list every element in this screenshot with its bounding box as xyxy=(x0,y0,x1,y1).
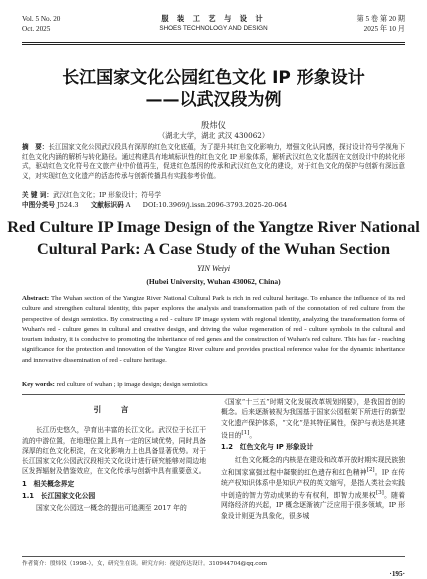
chinese-title xyxy=(0,67,427,111)
abstract-divider xyxy=(22,394,405,395)
intro-paragraph: 长江历史悠久，孕育出丰富的长江文化。武汉位于长江干流的中游位置，在地理位置上具有一定的区域优势，同时具备深厚的红色文化积淀，在文化影响力上也具备显著优势。对于长江国家文化公园武汉段相关文化设计进行研究能够对周边地区发挥辐射及借鉴效应，在文化传承与创新中具有重要意义。 xyxy=(22,426,206,476)
english-abstract-label: Abstract: xyxy=(22,295,50,302)
section-1-heading: 1 相关概念界定 xyxy=(22,479,75,488)
section-1-2-paragraph xyxy=(221,455,405,521)
english-keywords-label: Key words: xyxy=(22,381,55,388)
chinese-keywords-text: 武汉红色文化；IP 形象设计；符号学 xyxy=(52,191,162,199)
header-rule-thin xyxy=(22,44,405,45)
citation-1: [1] xyxy=(241,429,250,436)
section-1-1-paragraph: 国家文化公园这一概念的提出可追溯至 2017 年的 xyxy=(36,504,187,513)
doi-value: 10.3969/j.issn.2096-3793.2025-20-064 xyxy=(158,201,288,209)
doi-label: DOI: xyxy=(142,201,159,209)
english-title-line1: Red Culture IP Image Design of the Yangtze River National xyxy=(7,217,420,236)
header-center xyxy=(22,14,405,34)
classification-line xyxy=(22,201,405,211)
section-1-2-text-a: 红色文化概念的内核是在建设和改革开放时期实现民族独立和国家富强过程中凝聚的红色遗存和红色精神 xyxy=(221,455,405,477)
english-title xyxy=(0,216,427,260)
chinese-abstract-text: 长江国家文化公园武汉段具有深厚的红色文化底蕴，为了提升其红色文化影响力，增强文化认同感，探讨设计符号学视角下红色文化内涵的解析与转化路径。通过构建具有地域标识性的红色文化 IP 形象体系，解析武汉红色文化基因在文创设计中的转化形式，驱动红色文化符号在文旅产业中价值再生，促进红色基因的传承和武汉红色文化的建设，对于红色文化的保护与创新有深远意义，对实现红色文化遗产的活态传承与创新传播具有实践参考价值。 xyxy=(22,143,406,180)
cls-value: J524.3 xyxy=(57,201,79,209)
english-abstract-text: The Wuhan section of the Yangtze River National Cultural Park is rich in red cultural heritage. To enhance the influence of its red culture and strengthen cultural identity, this paper explores the analysis and transformation path of the connotation of red culture from the perspective of design semiotics. By constructing a red - culture IP image system with regional identity, analyzing the transformation forms of Wuhan's red - culture genes in cultural and creative design, and driving the value regeneration of red - culture symbols in the cultural and tourism industry, it is conducive to promoting the inheritance of red genes and the construction of Wuhan's red culture. This has far - reaching significance for the protection and innovation of the Yangtze River culture and provides practical reference value for the dynamic inheritance and innovative dissemination of red - culture heritage. xyxy=(22,295,405,364)
header-right xyxy=(356,14,405,34)
continued-text: 《国家“十三五”时期文化发展改革规划纲要》，是我国首创的概念。后来逐渐被视为我国基于国家公园框架下所进行的新型文化遗产保护体系，“文化”是其特征属性，保护与表达是其建设目的 xyxy=(221,398,405,440)
section-1-2-text-b: 。IP 在传统产权知识体系中是知识产权的英文缩写，是指人类社会实践中创造的智力劳动成果的专有权利，即智力成果权 xyxy=(221,468,405,500)
english-author: YIN Weiyi xyxy=(196,264,231,273)
chinese-author: 殷炜仪 xyxy=(201,120,226,130)
author-footnote: 作者简介：殷炜仪（1998-），女，研究生在读。研究方向：视觉传达设计。310944704@qq.com xyxy=(22,556,405,567)
citation-2: [2] xyxy=(366,467,375,474)
running-header xyxy=(22,14,405,42)
section-1-1-continued: 《国家“十三五”时期文化发展改革规划纲要》，是我国首创的概念。后来逐渐被视为我国基于国家公园框架下所进行的新型文化遗产保护体系，“文化”是其特征属性，保护与表达是其建设目的[1]。 xyxy=(221,398,405,440)
section-1-2-text-c: 。随着网络经济的兴起，IP 概念逐渐被广泛应用于很多领域，IP 形象设计则更为具象化，很多城 xyxy=(221,491,406,520)
doc-code-value: A xyxy=(125,201,131,209)
publication-date: Oct. 2025 xyxy=(22,25,51,33)
doc-code-label: 文献标识码 xyxy=(90,201,124,209)
citation-3: [3] xyxy=(375,489,384,496)
chinese-keywords xyxy=(22,191,405,201)
chinese-keywords-label: 关 键 词： xyxy=(22,191,53,199)
section-1-2-heading: 1.2 红色文化与 IP 形象设计 xyxy=(221,443,314,452)
chinese-abstract-label: 摘 要： xyxy=(22,143,49,151)
issue-zh: 第 5 卷 第 20 期 xyxy=(356,15,405,23)
date-zh: 2025 年 10 月 xyxy=(363,25,405,33)
cls-label: 中图分类号 xyxy=(22,201,55,209)
page-number: ·195· xyxy=(389,570,405,578)
volume-number: Vol. 5 No. 20 xyxy=(22,15,61,23)
journal-name-en: SHOES TECHNOLOGY AND DESIGN xyxy=(159,25,268,32)
english-abstract xyxy=(22,294,405,366)
chinese-abstract xyxy=(22,143,405,181)
chinese-title-line2: ——以武汉段为例 xyxy=(145,90,282,110)
intro-heading: 引 言 xyxy=(93,405,135,414)
journal-name-zh: 服 装 工 艺 与 设 计 xyxy=(161,14,266,23)
english-title-line2: Cultural Park: A Case Study of the Wuhan Section xyxy=(36,239,391,258)
english-keywords xyxy=(22,380,405,390)
body-right-column xyxy=(221,397,405,521)
chinese-title-line1: 长江国家文化公园红色文化 IP 形象设计 xyxy=(62,68,365,88)
section-1-1-heading: 1.1 长江国家文化公园 xyxy=(22,492,96,501)
body-left-column xyxy=(22,397,206,514)
header-rule-thick xyxy=(22,42,405,43)
english-affiliation: (Hubei University, Wuhan 430062, China) xyxy=(146,277,281,286)
english-keywords-text: red culture of wuhan ; ip image design; design semiotics xyxy=(56,381,208,388)
chinese-affiliation: （湖北大学，湖北 武汉 430062） xyxy=(157,131,270,140)
